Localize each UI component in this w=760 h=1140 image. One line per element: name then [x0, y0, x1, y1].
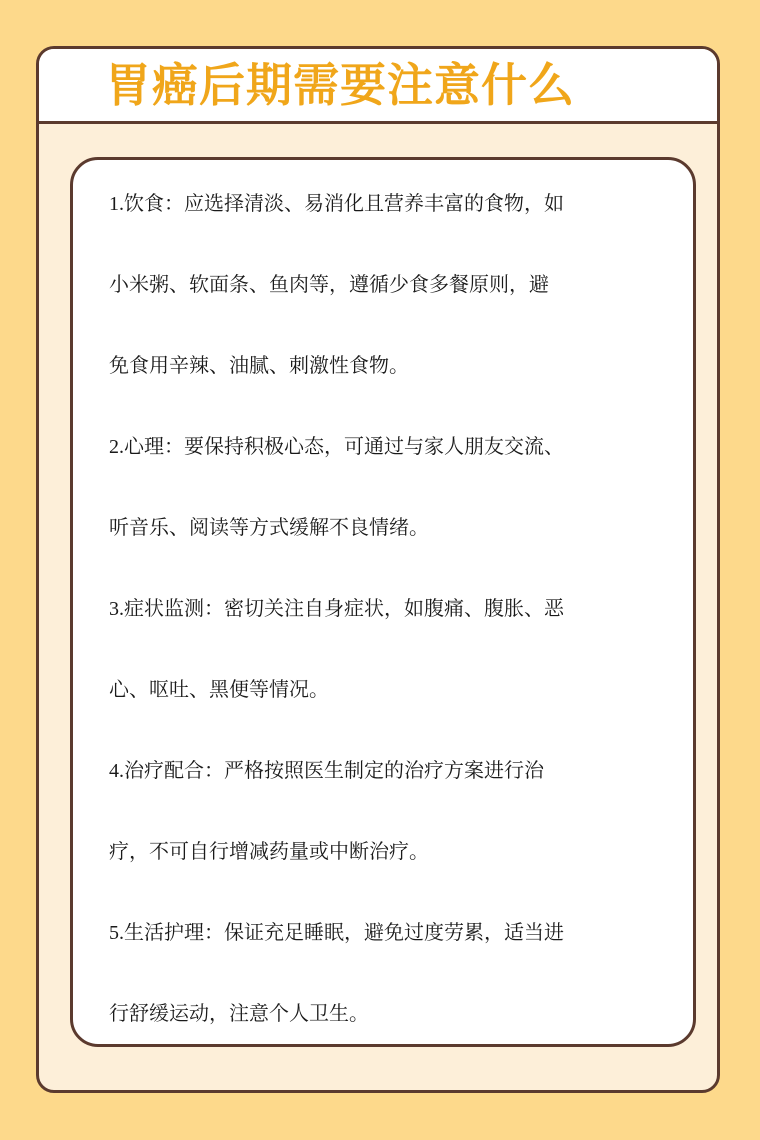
content-card	[70, 157, 696, 1047]
section-3-number: 3.	[109, 598, 124, 620]
section-5-number: 5.	[109, 922, 124, 944]
section-3-line-1	[109, 568, 669, 649]
section-2-line-1	[109, 406, 669, 487]
title-bar	[39, 49, 717, 124]
section-2-line-2: 听音乐、阅读等方式缓解不良情绪。	[109, 515, 429, 539]
section-5-line-2: 行舒缓运动，注意个人卫生。	[109, 1001, 369, 1025]
section-1-line-3: 免食用辛辣、油腻、刺激性食物。	[109, 353, 409, 377]
section-1-line-2: 小米粥、软面条、鱼肉等，遵循少食多餐原则，避	[109, 272, 549, 296]
article-card	[36, 46, 720, 1093]
section-1-text-1: 饮食：应选择清淡、易消化且营养丰富的食物，如	[124, 191, 564, 215]
section-1-line-1	[109, 163, 669, 244]
section-5-line-1	[109, 892, 669, 973]
section-4-line-2: 疗，不可自行增减药量或中断治疗。	[109, 839, 429, 863]
section-4-text-1: 治疗配合：严格按照医生制定的治疗方案进行治	[124, 758, 544, 782]
section-5-text-1: 生活护理：保证充足睡眠，避免过度劳累，适当进	[124, 920, 564, 944]
section-3-line-2: 心、呕吐、黑便等情况。	[109, 677, 329, 701]
section-3-text-1: 症状监测：密切关注自身症状，如腹痛、腹胀、恶	[124, 596, 564, 620]
section-2-text-1: 心理：要保持积极心态，可通过与家人朋友交流、	[124, 434, 564, 458]
section-2-number: 2.	[109, 436, 124, 458]
content-list	[109, 160, 669, 1054]
section-4-line-1	[109, 730, 669, 811]
section-4-number: 4.	[109, 760, 124, 782]
page-title: 胃癌后期需要注意什么	[105, 58, 575, 112]
section-1-number: 1.	[109, 193, 124, 215]
